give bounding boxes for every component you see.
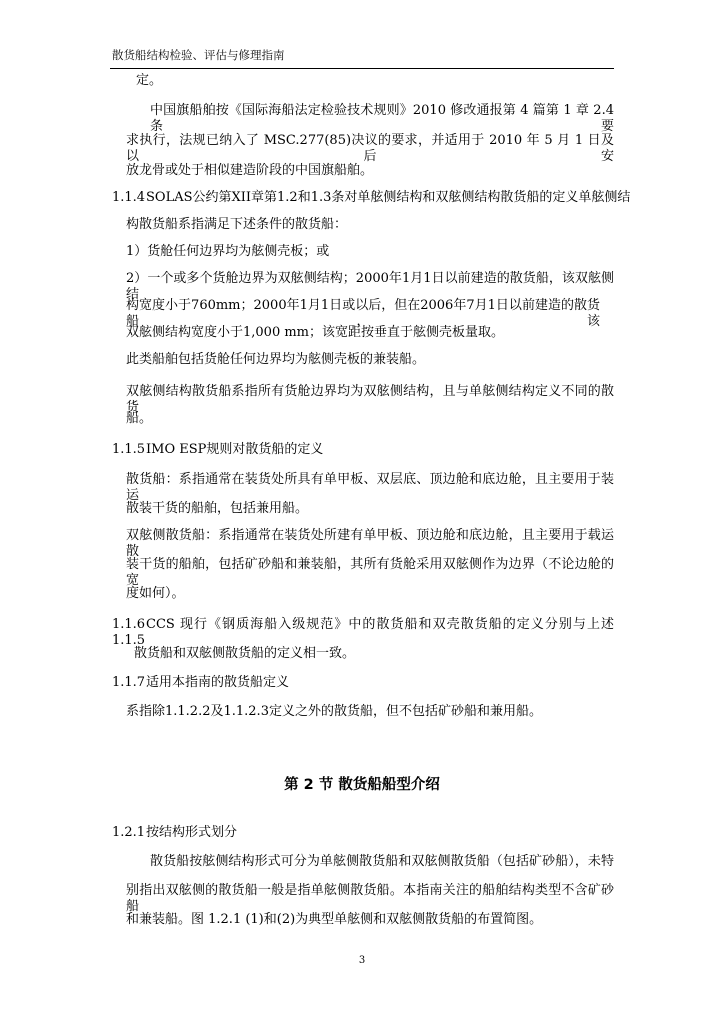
text-line: 定。 (136, 73, 163, 88)
running-header: 散货船结构检验、评估与修理指南 (112, 48, 285, 62)
text-line: 船。 (126, 411, 153, 426)
text-line: 此类船舶包括货舱任何边界均为舷侧壳板的兼装船。 (126, 352, 426, 367)
section-title: 第 2 节 散货船船型介绍 (284, 777, 440, 793)
clause-heading: 适用本指南的散货船定义 (146, 675, 290, 690)
text-line: 双舷侧结构散货船系指所有货舱边界均为双舷侧结构，且与单舷侧结构定义不同的散货 (126, 384, 614, 415)
clause-1-1-6 (112, 617, 614, 649)
clause-1-2-1 (112, 825, 237, 841)
list-item: 2）一个或多个货舱边界为双舷侧结构；2000年1月1日以前建造的散货船，该双舷侧结 (126, 271, 614, 302)
text-line: 和兼装船。图 1.2.1 (1)和(2)为典型单舷侧和双舷侧散货船的布置简图。 (126, 912, 543, 927)
text-line: 别指出双舷侧的散货船一般是指单舷侧散货船。本指南关注的船舶结构类型不含矿砂船 (126, 883, 614, 914)
clause-number: 1.1.6 (112, 617, 146, 632)
clause-1-1-7 (112, 675, 289, 691)
header-divider (110, 68, 614, 69)
text-line: 系指除1.1.2.2及1.1.2.3定义之外的散货船，但不包括矿砂船和兼用船。 (126, 704, 542, 719)
clause-number: 1.2.1 (112, 825, 146, 840)
text-line: 散货船按舷侧结构形式可分为单舷侧散货船和双舷侧散货船（包括矿砂船），未特 (150, 854, 614, 869)
text-line: 求执行，法规已纳入了 MSC.277(85)决议的要求，并适用于 2010 年 5 月 1 日及以后安 (126, 133, 614, 164)
text-line: 双舷侧结构宽度小于1,000 mm；该宽距按垂直于舷侧壳板量取。 (126, 325, 505, 340)
clause-number: 1.1.7 (112, 675, 146, 690)
clause-heading: IMO ESP规则对散货船的定义 (146, 442, 324, 457)
text-line: 构散货船系指满足下述条件的散货船： (126, 217, 348, 232)
text-line: 散货船：系指通常在装货处所具有单甲板、双层底、顶边舱和底边舱，且主要用于装运 (126, 472, 614, 503)
clause-heading: 按结构形式划分 (146, 825, 238, 840)
text-line: 放龙骨或处于相似建造阶段的中国旗船舶。 (126, 163, 374, 178)
clause-number: 1.1.4 (112, 190, 146, 205)
clause-heading: SOLAS公约第XII章第1.2和1.3条对单舷侧结构和双舷侧结构散货船的定义单舷侧结 (146, 190, 631, 205)
page-number: 3 (358, 955, 366, 966)
text-line: 度如何）。 (126, 586, 185, 601)
list-item: 1）货舱任何边界均为舷侧壳板；或 (126, 244, 330, 259)
text-line: 装干货的船舶，包括矿砂船和兼装船，其所有货舱采用双舷侧作为边界（不论边舱的宽 (126, 557, 614, 588)
clause-1-1-5 (112, 442, 323, 458)
clause-heading: CCS 现行《钢质海船入级规范》中的散货船和双壳散货船的定义分别与上述 1.1.5 (112, 617, 614, 648)
text-line: 散货船和双舷侧散货船的定义相一致。 (134, 646, 356, 661)
clause-number: 1.1.5 (112, 442, 146, 457)
text-line: 中国旗船舶按《国际海船法定检验技术规则》2010 修改通报第 4 篇第 1 章 2.4 条要 (150, 103, 614, 134)
clause-1-1-4 (112, 190, 630, 206)
text-line: 双舷侧散货船：系指通常在装货处所建有单甲板、顶边舱和底边舱，且主要用于载运散 (126, 528, 614, 559)
text-line: 构宽度小于760mm；2000年1月1日或以后，但在2006年7月1日以前建造的散货船，该 (126, 298, 600, 329)
text-line: 散装干货的船舶，包括兼用船。 (126, 501, 309, 516)
